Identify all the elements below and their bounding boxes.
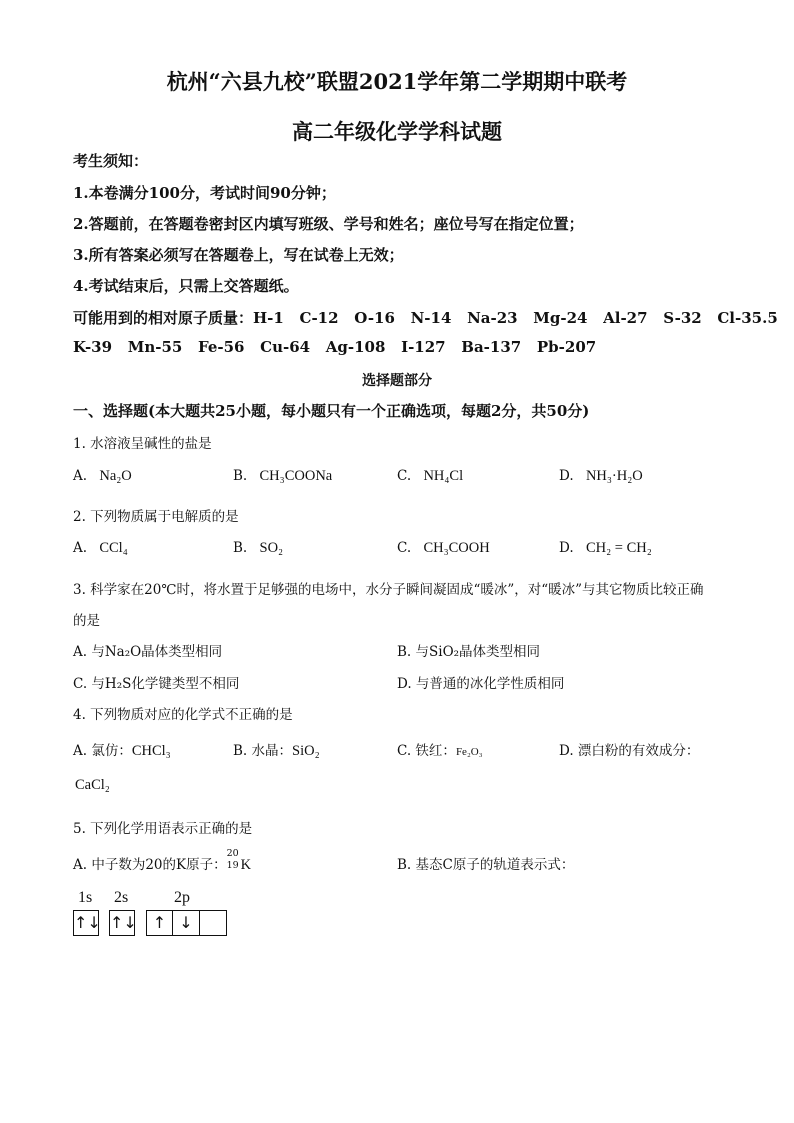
q1-a-label: A. [73, 468, 88, 484]
q1-b-label: B. [233, 468, 248, 484]
section-part-title: 选择题部分 [362, 373, 432, 389]
q2-b-label: B. [233, 540, 248, 556]
question-5-stem: 5. 下列化学用语表示正确的是 [73, 821, 253, 837]
q1-b-formula: CH₃COONa [259, 468, 333, 484]
q3-option-c: C. 与H₂S化学键类型不相同 [73, 676, 240, 692]
question-4-stem: 4. 下列物质对应的化学式不正确的是 [73, 707, 293, 723]
q4-d-formula: CaCl₂ [75, 777, 110, 793]
q3-option-d: D. 与普通的冰化学性质相同 [397, 676, 565, 692]
orbital-box-2p-1: ↑ [146, 910, 173, 936]
q4-b-formula: SiO₂ [292, 743, 320, 759]
q4-d-label: D. 漂白粉的有效成分： [559, 743, 700, 759]
q2-option-b [233, 540, 283, 557]
q4-option-b [233, 739, 320, 760]
q2-b-formula: SO₂ [259, 540, 284, 556]
section-heading: 一、选择题(本大题共25小题，每小题只有一个正确选项，每题2分，共50分) [73, 402, 590, 420]
q4-option-d-formula [75, 777, 110, 794]
atomic-masses-line-2: K-39 Mn-55 Fe-56 Cu-64 Ag-108 I-127 Ba-137 Pb-207 [73, 338, 597, 356]
orbital-box-2s: ↑↓ [109, 910, 135, 936]
q5-a-label: A. 中子数为20的K原子： [73, 857, 227, 873]
q3-option-a: A. 与Na₂O晶体类型相同 [73, 644, 223, 660]
q1-c-formula: NH₄Cl [423, 468, 464, 484]
q4-option-c [397, 739, 483, 759]
q2-option-a [73, 540, 128, 557]
orbital-box-2p-2: ↓ [172, 910, 200, 936]
q3-option-b: B. 与SiO₂晶体类型相同 [397, 644, 541, 660]
q2-a-label: A. [73, 540, 88, 556]
q4-c-label: C. 铁红： [397, 743, 456, 759]
q4-b-label: B. 水晶： [233, 743, 293, 759]
notice-heading: 考生须知： [73, 152, 149, 170]
q4-a-formula: CHCl₃ [131, 743, 171, 759]
question-1-stem: 1. 水溶液呈碱性的盐是 [73, 436, 212, 452]
q1-option-d [559, 468, 643, 485]
question-2-stem: 2. 下列物质属于电解质的是 [73, 509, 239, 525]
q5-option-a [73, 848, 252, 874]
k-nuclide-numbers [226, 848, 241, 872]
q1-option-a [73, 468, 132, 485]
q2-c-label: C. [397, 540, 412, 556]
q4-option-a [73, 739, 171, 760]
q2-c-formula: CH₃COOH [423, 540, 490, 556]
q1-d-label: D. [559, 468, 574, 484]
q4-option-d [559, 739, 699, 759]
notice-item-1: 1.本卷满分100分，考试时间90分钟； [73, 184, 336, 202]
q1-d-formula: NH₃·H₂O [585, 468, 643, 484]
q2-d-label: D. [559, 540, 574, 556]
orbital-box-1s: ↑↓ [73, 910, 99, 936]
q4-a-label: A. 氯仿： [73, 743, 132, 759]
q2-option-c [397, 540, 490, 557]
question-3-stem-line-2: 的是 [73, 613, 100, 629]
orbital-label-2p: 2p [174, 889, 190, 906]
q1-c-label: C. [397, 468, 412, 484]
q4-c-formula: Fe₂O₃ [455, 746, 483, 758]
atomic-number: 19 [226, 860, 239, 871]
question-3-stem-line-1: 3. 科学家在20℃时，将水置于足够强的电场中，水分子瞬间凝固成“暖冰”，对“暖冰”与其它物质比较正确 [73, 582, 704, 598]
q1-option-b [233, 468, 332, 485]
exam-subtitle: 高二年级化学学科试题 [292, 119, 502, 144]
q1-a-formula: Na₂O [99, 468, 132, 484]
notice-item-2: 2.答题前，在答题卷密封区内填写班级、学号和姓名；座位号写在指定位置； [73, 215, 584, 233]
q2-d-formula: CH₂ = CH₂ [585, 540, 652, 556]
notice-item-4: 4.考试结束后，只需上交答题纸。 [73, 277, 299, 295]
orbital-box-2p-3 [199, 910, 227, 936]
notice-item-3: 3.所有答案必须写在答题卷上，写在试卷上无效； [73, 246, 404, 264]
q2-option-d [559, 540, 652, 557]
atomic-masses-line-1: 可能用到的相对原子质量：H-1 C-12 O-16 N-14 Na-23 Mg-24 Al-27 S-32 Cl-35.5 [73, 309, 778, 327]
orbital-label-2s: 2s [114, 889, 129, 906]
q2-a-formula: CCl₄ [99, 540, 128, 556]
orbital-label-1s: 1s [78, 889, 93, 906]
q1-option-c [397, 468, 463, 485]
k-symbol: K [240, 857, 252, 873]
q5-option-b: B. 基态C原子的轨道表示式： [397, 857, 575, 873]
exam-title: 杭州“六县九校”联盟2021学年第二学期期中联考 [166, 69, 628, 94]
mass-number: 20 [226, 848, 239, 859]
